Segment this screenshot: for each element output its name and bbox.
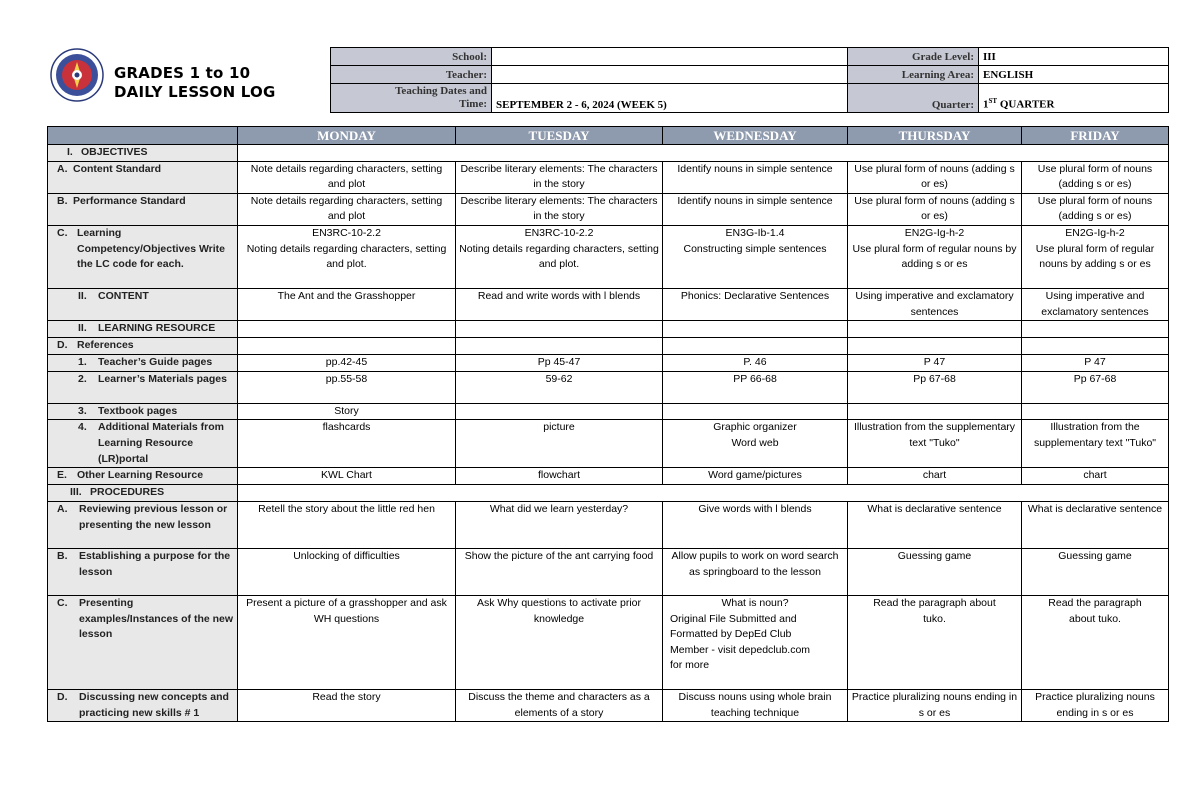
discussing-thursday[interactable]: Practice pluralizing nouns ending in s or es [848, 689, 1022, 721]
presenting-wednesday-text: What is noun? [721, 596, 789, 609]
day-header-wednesday: WEDNESDAY [663, 127, 848, 145]
dates-label-line1: Teaching Dates and [395, 85, 487, 97]
row-marker: II. [78, 322, 87, 335]
performance-standard-friday[interactable]: Use plural form of nouns (adding s or es) [1022, 193, 1169, 225]
content-standard-monday[interactable]: Note details regarding characters, setting and plot [238, 161, 456, 193]
teacher-value[interactable] [492, 66, 848, 84]
performance-standard-thursday[interactable]: Use plural form of nouns (adding s or es) [848, 193, 1022, 225]
learning-resource-row [48, 321, 1169, 338]
learners-materials-monday[interactable]: pp.55-58 [238, 371, 456, 403]
row-label: Learning Competency/Objectives Write the LC code for each. [77, 226, 226, 271]
other-resource-friday[interactable]: chart [1022, 468, 1169, 485]
row-label: Content Standard [73, 162, 162, 175]
other-resource-wednesday[interactable]: Word game/pictures [663, 468, 848, 485]
content-standard-wednesday[interactable]: Identify nouns in simple sentence [663, 161, 848, 193]
learning-resource-label [48, 321, 238, 338]
row-marker: I. [67, 146, 73, 158]
reviewing-thursday[interactable]: What is declarative sentence [848, 501, 1022, 548]
learning-competency-monday[interactable] [238, 225, 456, 288]
references-row [48, 338, 1169, 355]
presenting-tuesday[interactable]: Ask Why questions to activate prior knowledge [456, 595, 663, 689]
references-tuesday[interactable] [456, 338, 663, 355]
row-marker: 2. [78, 372, 87, 385]
row-label: CONTENT [98, 289, 149, 302]
textbook-friday[interactable] [1022, 403, 1169, 420]
learning-competency-label [48, 225, 238, 288]
row-label: Establishing a purpose for the lesson [79, 549, 231, 578]
lc-code: EN2G-Ig-h-2 [904, 226, 965, 239]
learning-resource-tuesday[interactable] [456, 321, 663, 338]
presenting-label [48, 595, 238, 689]
section-objectives-row [48, 145, 1169, 162]
row-marker: B. [57, 549, 68, 562]
learners-materials-row [48, 371, 1169, 403]
presenting-friday[interactable]: Read the paragraph about tuko. [1022, 595, 1169, 689]
row-marker: A. [57, 502, 68, 515]
row-label: Presenting examples/Instances of the new lesson [79, 596, 234, 641]
reviewing-row [48, 501, 1169, 548]
title-line-2: DAILY LESSON LOG [114, 83, 276, 101]
performance-standard-tuesday[interactable]: Describe literary elements: The characters in the story [456, 193, 663, 225]
teachers-guide-label [48, 355, 238, 372]
content-standard-thursday[interactable]: Use plural form of nouns (adding s or es) [848, 161, 1022, 193]
dates-label [331, 84, 492, 113]
content-standard-tuesday[interactable]: Describe literary elements: The characters in the story [456, 161, 663, 193]
learning-competency-row [48, 225, 1169, 288]
textbook-tuesday[interactable] [456, 403, 663, 420]
lc-code: EN3RC-10-2.2 [524, 226, 594, 239]
row-marker: 3. [78, 404, 87, 417]
lc-code: EN3G-Ib-1.4 [725, 226, 785, 239]
row-label: OBJECTIVES [81, 146, 148, 158]
discussing-label [48, 689, 238, 721]
teachers-guide-row [48, 355, 1169, 372]
lc-text: Constructing simple sentences [683, 242, 827, 255]
references-thursday[interactable] [848, 338, 1022, 355]
lc-text: Use plural form of regular nouns by adding s or es [852, 242, 1017, 271]
presenting-row [48, 595, 1169, 689]
dates-value[interactable]: SEPTEMBER 2 - 6, 2024 (WEEK 5) [492, 84, 848, 113]
textbook-row [48, 403, 1169, 420]
learners-materials-thursday[interactable]: Pp 67-68 [848, 371, 1022, 403]
day-header-row [48, 127, 1169, 145]
row-marker: 1. [78, 356, 87, 369]
presenting-wednesday[interactable] [663, 595, 848, 689]
purpose-friday[interactable]: Guessing game [1022, 548, 1169, 595]
row-marker: II. [78, 289, 87, 302]
row-marker: C. [57, 596, 68, 609]
content-standard-label [48, 161, 238, 193]
teachers-guide-thursday[interactable]: P 47 [848, 355, 1022, 372]
row-marker: D. [57, 690, 68, 703]
row-marker: III. [70, 485, 82, 498]
purpose-thursday[interactable]: Guessing game [848, 548, 1022, 595]
dates-label-line2: Time: [459, 98, 487, 110]
lc-text: Use plural form of regular nouns by adding s or es [1035, 242, 1155, 271]
day-header-monday: MONDAY [238, 127, 456, 145]
quarter-value[interactable] [979, 84, 1169, 113]
additional-materials-label [48, 420, 238, 468]
row-label: Discussing new concepts and practicing new skills # 1 [79, 690, 229, 719]
teachers-guide-tuesday[interactable]: Pp 45-47 [456, 355, 663, 372]
purpose-wednesday[interactable]: Allow pupils to work on word search as springboard to the lesson [663, 548, 848, 595]
content-label [48, 288, 238, 320]
learners-materials-label [48, 371, 238, 403]
content-friday[interactable]: Using imperative and exclamatory sentences [1022, 288, 1169, 320]
row-label: Textbook pages [98, 404, 178, 417]
other-resource-tuesday[interactable]: flowchart [456, 468, 663, 485]
additional-materials-row [48, 420, 1169, 468]
performance-standard-wednesday[interactable]: Identify nouns in simple sentence [663, 193, 848, 225]
content-standard-friday[interactable]: Use plural form of nouns (adding s or es) [1022, 161, 1169, 193]
row-label: Performance Standard [73, 194, 186, 207]
procedures-label [48, 484, 238, 501]
procedures-span [238, 484, 1169, 501]
reviewing-monday[interactable]: Retell the story about the little red hen [238, 501, 456, 548]
performance-standard-monday[interactable]: Note details regarding characters, setting and plot [238, 193, 456, 225]
discussing-row [48, 689, 1169, 721]
content-row [48, 288, 1169, 320]
row-marker: D. [57, 339, 68, 352]
learners-materials-friday[interactable]: Pp 67-68 [1022, 371, 1169, 403]
teachers-guide-monday[interactable]: pp.42-45 [238, 355, 456, 372]
quarter-suffix: ST [988, 97, 998, 106]
day-header-tuesday: TUESDAY [456, 127, 663, 145]
quarter-word: QUARTER [997, 99, 1055, 111]
additional-materials-thursday[interactable]: Illustration from the supplementary text "Tuko" [848, 420, 1022, 468]
content-wednesday[interactable]: Phonics: Declarative Sentences [663, 288, 848, 320]
other-resource-label [48, 468, 238, 485]
teachers-guide-wednesday[interactable]: P. 46 [663, 355, 848, 372]
presenting-thursday[interactable]: Read the paragraph about tuko. [848, 595, 1022, 689]
row-marker: A. [57, 162, 68, 175]
school-value[interactable] [492, 48, 848, 66]
learning-resource-friday[interactable] [1022, 321, 1169, 338]
deped-seal-icon [50, 48, 104, 102]
content-tuesday[interactable]: Read and write words with l blends [456, 288, 663, 320]
section-objectives-span [238, 145, 1169, 162]
purpose-label [48, 548, 238, 595]
references-label [48, 338, 238, 355]
row-label: References [77, 339, 134, 352]
lc-code: EN3RC-10-2.2 [312, 226, 381, 239]
grade-level-value[interactable]: III [979, 48, 1169, 66]
row-label: Learner’s Materials pages [98, 372, 227, 385]
presenting-monday[interactable]: Present a picture of a grasshopper and ask WH questions [238, 595, 456, 689]
day-header-friday: FRIDAY [1022, 127, 1169, 145]
procedures-row [48, 484, 1169, 501]
performance-standard-label [48, 193, 238, 225]
row-label: Reviewing previous lesson or presenting the new lesson [79, 502, 228, 531]
school-label: School: [331, 48, 492, 66]
additional-materials-monday[interactable]: flashcards [238, 420, 456, 468]
section-objectives-label [48, 145, 238, 162]
textbook-thursday[interactable] [848, 403, 1022, 420]
row-marker: C. [57, 226, 68, 239]
other-resource-row [48, 468, 1169, 485]
reviewing-friday[interactable]: What is declarative sentence [1022, 501, 1169, 548]
lc-code: EN2G-Ig-h-2 [1065, 226, 1125, 239]
learning-resource-thursday[interactable] [848, 321, 1022, 338]
row-label: Other Learning Resource [77, 469, 204, 482]
corner-cell [48, 127, 238, 145]
title-line-1: GRADES 1 to 10 [114, 64, 251, 82]
teacher-label: Teacher: [331, 66, 492, 84]
learning-competency-friday[interactable] [1022, 225, 1169, 288]
row-marker: 4. [78, 421, 87, 434]
purpose-tuesday[interactable]: Show the picture of the ant carrying food [456, 548, 663, 595]
document-title [114, 64, 276, 102]
quarter-number: 1 [983, 99, 989, 111]
learning-resource-monday[interactable] [238, 321, 456, 338]
purpose-monday[interactable]: Unlocking of difficulties [238, 548, 456, 595]
learning-competency-tuesday[interactable] [456, 225, 663, 288]
header-info-table [330, 47, 1169, 113]
quarter-label: Quarter: [848, 84, 979, 113]
reviewing-label [48, 501, 238, 548]
discussing-tuesday[interactable]: Discuss the theme and characters as a elements of a story [456, 689, 663, 721]
other-resource-monday[interactable]: KWL Chart [238, 468, 456, 485]
textbook-wednesday[interactable] [663, 403, 848, 420]
depedclub-watermark-text: Original File Submitted and Formatted by DepEd Club Member - visit depedclub.com for more [670, 612, 811, 672]
reviewing-wednesday[interactable]: Give words with l blends [663, 501, 848, 548]
learning-area-label: Learning Area: [848, 66, 979, 84]
additional-materials-friday[interactable]: Illustration from the supplementary text "Tuko" [1022, 420, 1169, 468]
other-resource-thursday[interactable]: chart [848, 468, 1022, 485]
learning-competency-thursday[interactable] [848, 225, 1022, 288]
row-label: PROCEDURES [90, 485, 165, 498]
discussing-wednesday[interactable]: Discuss nouns using whole brain teaching technique [663, 689, 848, 721]
reviewing-tuesday[interactable]: What did we learn yesterday? [456, 501, 663, 548]
learners-materials-tuesday[interactable]: 59-62 [456, 371, 663, 403]
purpose-row [48, 548, 1169, 595]
discussing-monday[interactable]: Read the story [238, 689, 456, 721]
content-thursday[interactable]: Using imperative and exclamatory sentences [848, 288, 1022, 320]
learning-competency-wednesday[interactable] [663, 225, 848, 288]
textbook-label [48, 403, 238, 420]
row-label: LEARNING RESOURCE [98, 322, 216, 335]
grade-level-label: Grade Level: [848, 48, 979, 66]
content-standard-row [48, 161, 1169, 193]
lc-text: Noting details regarding characters, setting and plot. [246, 242, 447, 271]
day-header-thursday: THURSDAY [848, 127, 1022, 145]
references-wednesday[interactable] [663, 338, 848, 355]
row-marker: E. [57, 469, 67, 482]
references-friday[interactable] [1022, 338, 1169, 355]
lesson-plan-table [47, 126, 1169, 722]
row-marker: B. [57, 194, 68, 207]
row-label: Additional Materials from Learning Resource (LR)portal [98, 421, 225, 465]
learning-resource-wednesday[interactable] [663, 321, 848, 338]
references-monday[interactable] [238, 338, 456, 355]
textbook-monday[interactable]: Story [238, 403, 456, 420]
row-label: Teacher’s Guide pages [98, 356, 213, 369]
discussing-friday[interactable]: Practice pluralizing nouns ending in s or es [1022, 689, 1169, 721]
additional-materials-wednesday[interactable]: Graphic organizer Word web [663, 420, 848, 468]
content-monday[interactable]: The Ant and the Grasshopper [238, 288, 456, 320]
learners-materials-wednesday[interactable]: PP 66-68 [663, 371, 848, 403]
teachers-guide-friday[interactable]: P 47 [1022, 355, 1169, 372]
learning-area-value[interactable]: ENGLISH [979, 66, 1169, 84]
lc-text: Noting details regarding characters, setting and plot. [459, 242, 659, 271]
additional-materials-tuesday[interactable]: picture [456, 420, 663, 468]
performance-standard-row [48, 193, 1169, 225]
